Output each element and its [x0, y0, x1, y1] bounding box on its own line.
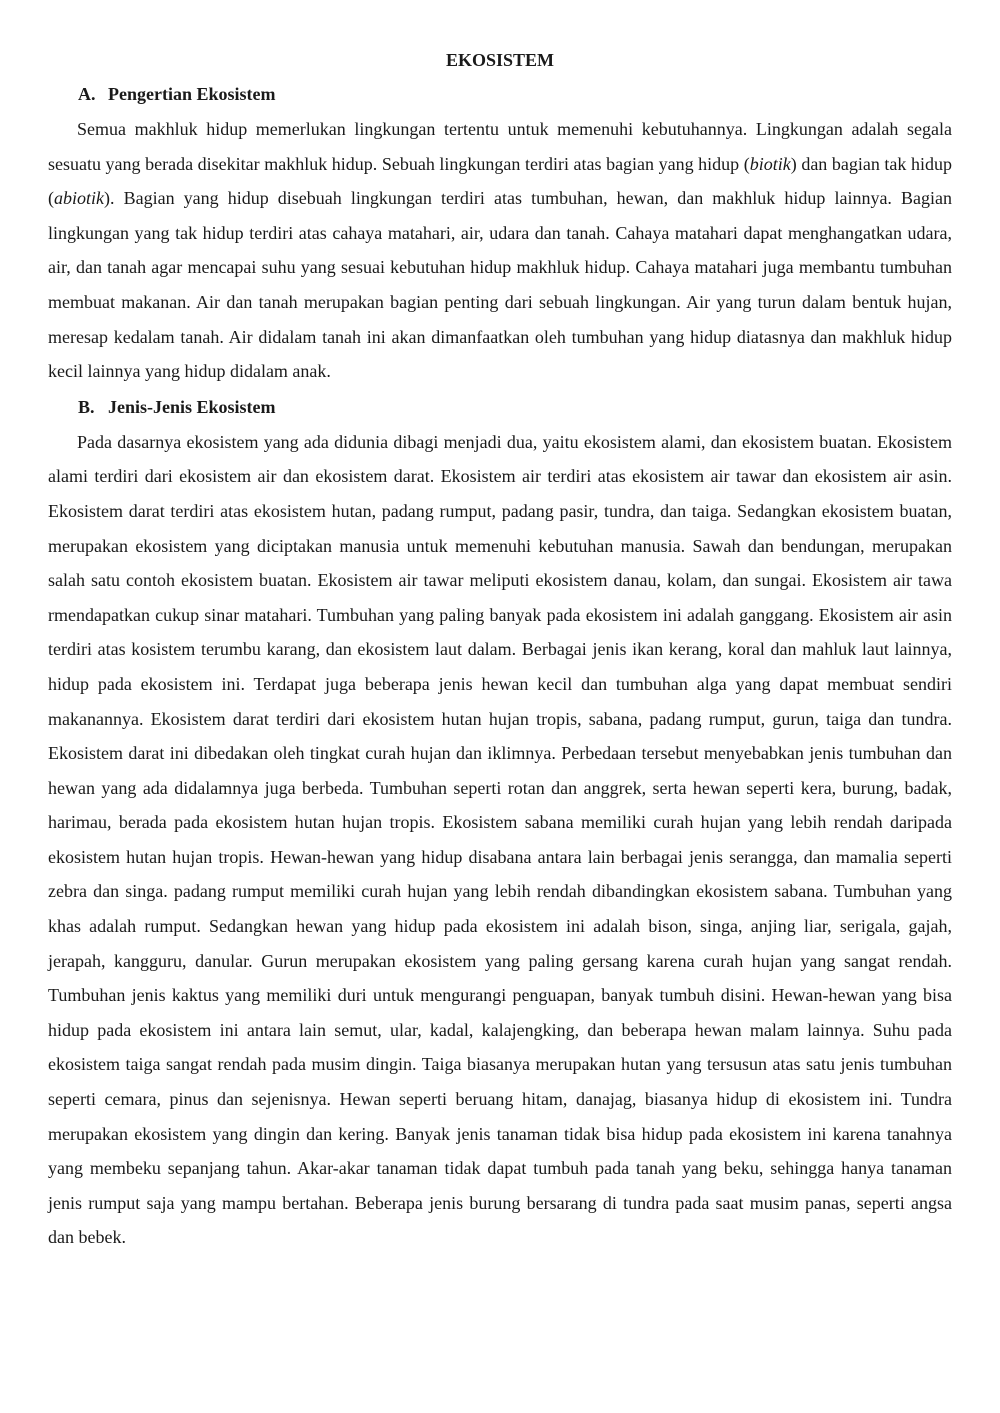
- section-b-heading: [78, 393, 952, 421]
- section-b-heading-text: Jenis-Jenis Ekosistem: [108, 396, 276, 417]
- section-a-paragraph: [48, 112, 952, 389]
- section-a-text-1: Semua makhluk hidup memerlukan lingkungan tertentu untuk memenuhi kebutuhannya. Lingkungan adalah segala sesuatu yang berada disekitar makhluk hidup. Sebuah lingkungan terdiri atas bagian yang hidup (: [48, 119, 952, 174]
- section-a-italic-biotik: biotik: [749, 153, 791, 174]
- section-a-text-3: ). Bagian yang hidup disebuah lingkungan terdiri atas tumbuhan, hewan, dan makhluk hidup lainnya. Bagian lingkungan yang tak hidup terdiri atas cahaya matahari, air, udara dan tanah. Cahaya matahari dapat menghangatkan udara, air, dan tanah agar mencapai suhu yang sesuai kebutuhan hidup makhluk hidup. Cahaya matahari juga membantu tumbuhan membuat makanan. Air dan tanah merupakan bagian penting dari sebuah lingkungan. Air yang turun dalam bentuk hujan, meresap kedalam tanah. Air didalam tanah ini akan dimanfaatkan oleh tumbuhan yang hidup diatasnya dan makhluk hidup kecil lainnya yang hidup didalam anak.: [48, 188, 952, 382]
- section-b-paragraph: Pada dasarnya ekosistem yang ada didunia dibagi menjadi dua, yaitu ekosistem alami, dan ekosistem buatan. Ekosistem alami terdiri dari ekosistem air dan ekosistem darat. Ekosistem air terdiri atas ekosistem air tawar dan ekosistem air asin. Ekosistem darat terdiri atas ekosistem hutan, padang rumput, padang pasir, tundra, dan taiga. Sedangkan ekosistem buatan, merupakan ekosistem yang diciptakan manusia untuk memenuhi kebutuhan manusia. Sawah dan bendungan, merupakan salah satu contoh ekosistem buatan. Ekosistem air tawar meliputi ekosistem danau, kolam, dan sungai. Ekosistem air tawa rmendapatkan cukup sinar matahari. Tumbuhan yang paling banyak pada ekosistem ini adalah ganggang. Ekosistem air asin terdiri atas kosistem terumbu karang, dan ekosistem laut dalam. Berbagai jenis ikan kerang, koral dan mahluk laut lainnya, hidup pada ekosistem ini. Terdapat juga beberapa jenis hewan kecil dan tumbuhan alga yang dapat membuat sendiri makanannya. Ekosistem darat terdiri dari ekosistem hutan hujan tropis, sabana, padang rumput, gurun, taiga dan tundra. Ekosistem darat ini dibedakan oleh tingkat curah hujan dan iklimnya. Perbedaan tersebut menyebabkan jenis tumbuhan dan hewan yang ada didalamnya juga berbeda. Tumbuhan seperti rotan dan anggrek, serta hewan seperti kera, burung, badak, harimau, berada pada ekosistem hutan hujan tropis. Ekosistem sabana memiliki curah hujan yang lebih rendah daripada ekosistem hutan hujan tropis. Hewan-hewan yang hidup disabana antara lain berbagai jenis serangga, dan mamalia seperti zebra dan singa. padang rumput memiliki curah hujan yang lebih rendah dibandingkan ekosistem sabana. Tumbuhan yang khas adalah rumput. Sedangkan hewan yang hidup pada ekosistem ini adalah bison, singa, anjing liar, serigala, gajah, jerapah, kangguru, danular. Gurun merupakan ekosistem yang paling gersang karena curah hujan yang sangat rendah. Tumbuhan jenis kaktus yang memiliki duri untuk mengurangi penguapan, banyak tumbuh disini. Hewan-hewan yang bisa hidup pada ekosistem ini antara lain semut, ular, kadal, kalajengking, dan beberapa hewan malam lainnya. Suhu pada ekosistem taiga sangat rendah pada musim dingin. Taiga biasanya merupakan hutan yang tersusun atas satu jenis tumbuhan seperti cemara, pinus dan sejenisnya. Hewan seperti beruang hitam, danajag, biasanya hidup di ekosistem ini. Tundra merupakan ekosistem yang dingin dan kering. Banyak jenis tanaman tidak bisa hidup pada ekosistem ini karena tanahnya yang membeku sepanjang tahun. Akar-akar tanaman tidak dapat tumbuh pada tanah yang beku, sehingga hanya tanaman jenis rumput saja yang mampu bertahan. Beberapa jenis burung bersarang di tundra pada saat musim panas, seperti angsa dan bebek.: [48, 431, 952, 1248]
- document-title: EKOSISTEM: [445, 50, 555, 70]
- section-a-marker: A.: [78, 84, 96, 104]
- section-a-heading: [78, 80, 952, 108]
- section-a-heading-text: Pengertian Ekosistem: [108, 84, 276, 104]
- section-a-italic-abiotik: abiotik: [54, 188, 104, 209]
- document-page: [48, 46, 952, 1259]
- section-b-marker: B.: [78, 396, 95, 417]
- section-a-text-2: ) dan bagian tak hidup (: [48, 153, 952, 209]
